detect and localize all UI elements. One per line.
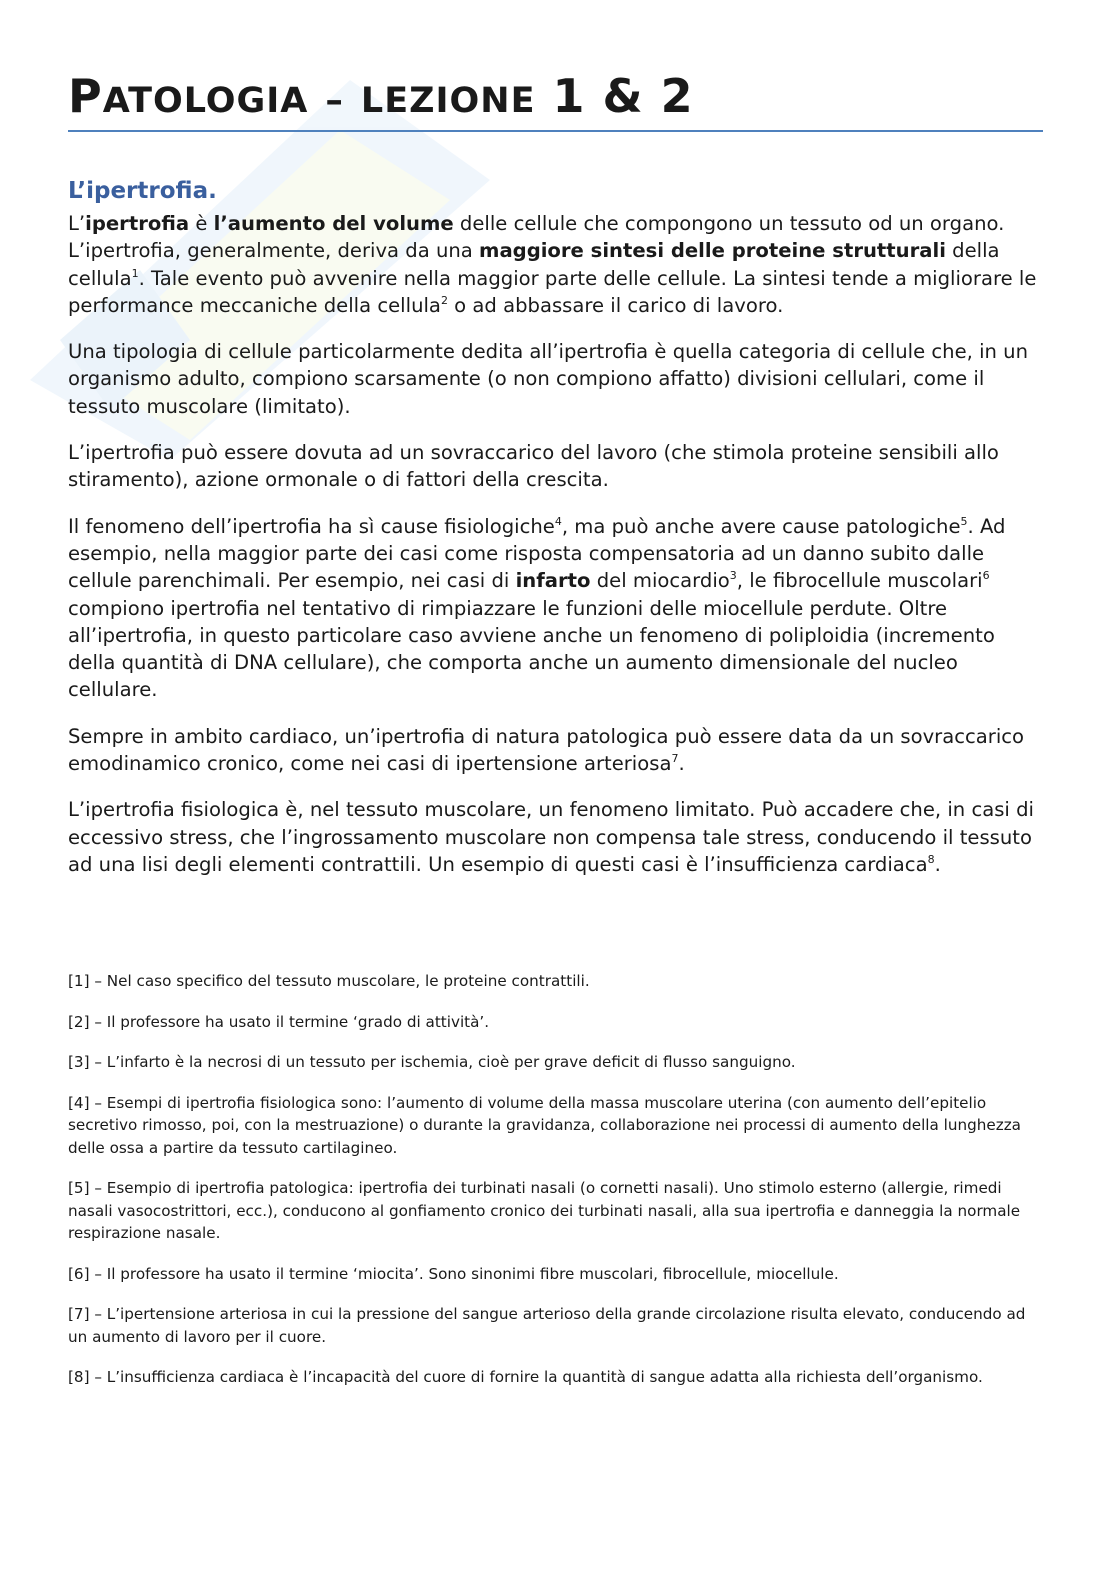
footnote: [7] – L’ipertensione arteriosa in cui la pressione del sangue arterioso della grande circolazione risulta elevato, conducendo ad un aumento di lavoro per il cuore. xyxy=(68,1305,1026,1346)
page-title: PATOLOGIA – LEZIONE 1 & 2 xyxy=(68,69,694,123)
footnote-ref: 4 xyxy=(554,514,562,528)
title-divider xyxy=(68,130,1043,132)
footnote: [2] – Il professore ha usato il termine ‘grado di attività’. xyxy=(68,1012,490,1031)
footnote: [6] – Il professore ha usato il termine ‘miocita’. Sono sinonimi fibre muscolari, fibrocellule, miocellule. xyxy=(68,1264,839,1283)
footnotes-section xyxy=(68,970,1043,1407)
footnote-ref: 6 xyxy=(982,569,990,583)
paragraph-5: Sempre in ambito cardiaco, un’ipertrofia di natura patologica può essere data da un sovraccarico emodinamico cronico, come nei casi di ipertensione arteriosa$^7$. xyxy=(68,724,1025,776)
footnote-ref: 8 xyxy=(927,852,935,866)
paragraph-2: Una tipologia di cellule particolarmente dedita all’ipertrofia è quella categoria di cellule che, in un organismo adulto, compiono scarsamente (o non compiono affatto) divisioni cellulari, come il tessuto muscolare (limitato). xyxy=(68,340,1029,418)
footnote-ref: 2 xyxy=(440,293,448,307)
footnote: [3] – L’infarto è la necrosi di un tessuto per ischemia, cioè per grave deficit di flusso sanguigno. xyxy=(68,1053,796,1071)
paragraph-1: L’ipertrofia è l’aumento del volume delle cellule che compongono un tessuto od un organo. L’ipertrofia, generalmente, deriva da una maggiore sintesi delle proteine strutturali della cellula$^1$. Tale evento può avvenire nella maggior parte delle cellule. La sintesi tende a migliorare le performance meccaniche della cellula$^2$ o ad abbassare il carico di lavoro. xyxy=(68,212,1037,317)
footnote: [5] – Esempio di ipertrofia patologica: ipertrofia dei turbinati nasali (o cornetti nasali). Uno stimolo esterno (allergie, rimedi nasali vasocostrittori, ecc.), conducono al gonfiamento cronico dei turbinati nasali, alla sua ipertrofia e danneggia la normale respirazione nasale. xyxy=(68,1179,1021,1242)
footnote: [1] – Nel caso specifico del tessuto muscolare, le proteine contrattili. xyxy=(68,972,590,990)
footnote: [4] – Esempi di ipertrofia fisiologica sono: l’aumento di volume della massa muscolare uterina (con aumento dell’epitelio secretivo rimosso, poi, con la mestruazione) o durante la gravidanza, collaborazione nei processi di aumento della lunghezza delle ossa a partire da tessuto cartilagineo. xyxy=(68,1093,1021,1157)
footnote-ref: 7 xyxy=(671,752,679,766)
footnote-ref: 1 xyxy=(131,266,139,280)
section-heading: L’ipertrofia. xyxy=(68,178,217,204)
footnote-ref: 3 xyxy=(729,569,737,583)
paragraph-4: Il fenomeno dell’ipertrofia ha sì cause fisiologiche$^4$, ma può anche avere cause patologiche$^5$. Ad esempio, nella maggior parte dei casi come risposta compensatoria ad un danno subito dalle cellule parenchimali. Per esempio, nei casi di infarto del miocardio$^3$, le fibrocellule muscolari$^6$ compiono ipertrofia nel tentativo di rimpiazzare le funzioni delle miocellule perdute. Oltre all’ipertrofia, in questo particolare caso avviene anche un fenomeno di poliploidia (incremento della quantità di DNA cellulare), che comporta anche un aumento dimensionale del nucleo cellulare. xyxy=(68,514,1006,702)
paragraph-6: L’ipertrofia fisiologica è, nel tessuto muscolare, un fenomeno limitato. Può accadere che, in casi di eccessivo stress, che l’ingrossamento muscolare non compensa tale stress, conducendo il tessuto ad una lisi degli elementi contrattili. Un esempio di questi casi è l’insufficienza cardiaca$^8$. xyxy=(68,798,1034,876)
body-text xyxy=(68,210,1043,897)
footnote: [8] – L’insufficienza cardiaca è l’incapacità del cuore di fornire la quantità di sangue adatta alla richiesta dell’organismo. xyxy=(68,1368,983,1386)
footnote-ref: 5 xyxy=(960,514,968,528)
paragraph-3: L’ipertrofia può essere dovuta ad un sovraccarico del lavoro (che stimola proteine sensibili allo stiramento), azione ormonale o di fattori della crescita. xyxy=(68,441,999,492)
